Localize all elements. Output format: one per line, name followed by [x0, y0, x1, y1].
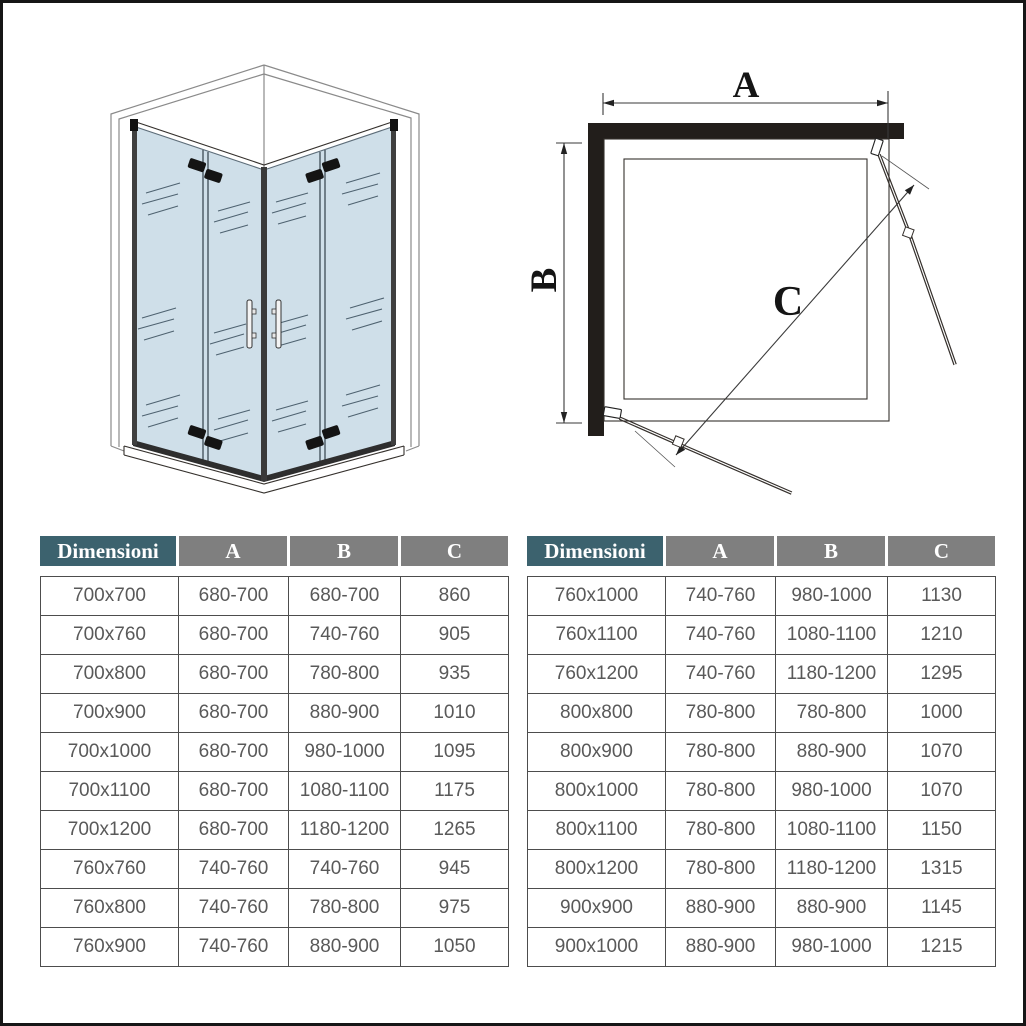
diagram-walls: [588, 123, 904, 436]
table-row: [41, 694, 509, 733]
table-row: [528, 772, 996, 811]
table-cell: 880-900: [666, 889, 776, 928]
table-cell: 1010: [401, 694, 509, 733]
table-cell: 980-1000: [289, 733, 401, 772]
table-row: [528, 694, 996, 733]
table-cell: 1000: [888, 694, 996, 733]
table-cell: 1150: [888, 811, 996, 850]
table-cell: 780-800: [666, 733, 776, 772]
table-cell: 880-900: [776, 733, 888, 772]
dimension-label-a: A: [732, 65, 760, 106]
table-cell: 700x760: [41, 616, 179, 655]
col-header-c: C: [888, 536, 995, 566]
table-cell: 780-800: [666, 811, 776, 850]
table-cell: 1070: [888, 772, 996, 811]
table-row: [528, 616, 996, 655]
table-cell: 740-760: [289, 616, 401, 655]
table-cell: 680-700: [179, 733, 289, 772]
table-cell: 800x1200: [528, 850, 666, 889]
table-cell: 1145: [888, 889, 996, 928]
table-cell: 800x1000: [528, 772, 666, 811]
table-cell: 780-800: [289, 655, 401, 694]
table-cell: 680-700: [179, 577, 289, 616]
table-row: [41, 733, 509, 772]
table-cell: 680-700: [179, 655, 289, 694]
table-cell: 1130: [888, 577, 996, 616]
table-cell: 880-900: [289, 928, 401, 967]
table-cell: 740-760: [179, 928, 289, 967]
table-cell: 680-700: [179, 811, 289, 850]
table-cell: 1095: [401, 733, 509, 772]
table-cell: 780-800: [666, 772, 776, 811]
table-cell: 700x900: [41, 694, 179, 733]
table-cell: 740-760: [666, 577, 776, 616]
table-row: [528, 655, 996, 694]
table-cell: 1265: [401, 811, 509, 850]
size-table-left-body: [40, 576, 509, 967]
table-cell: 880-900: [776, 889, 888, 928]
table-cell: 800x800: [528, 694, 666, 733]
table-cell: 1175: [401, 772, 509, 811]
dimension-b: [524, 143, 582, 423]
table-row: [528, 889, 996, 928]
table-cell: 680-700: [179, 772, 289, 811]
table-cell: 760x1100: [528, 616, 666, 655]
table-row: [528, 733, 996, 772]
table-row: [41, 655, 509, 694]
table-cell: 740-760: [179, 889, 289, 928]
table-cell: 780-800: [289, 889, 401, 928]
table-row: [528, 850, 996, 889]
open-door-bottom-left: [603, 407, 792, 495]
open-door-top-right: [871, 138, 956, 365]
table-cell: 900x900: [528, 889, 666, 928]
table-row: [41, 577, 509, 616]
table-cell: 800x900: [528, 733, 666, 772]
dimension-label-b: B: [524, 267, 565, 293]
col-header-b: B: [290, 536, 398, 566]
table-cell: 760x1200: [528, 655, 666, 694]
size-table-left: [40, 536, 508, 967]
table-cell: 1210: [888, 616, 996, 655]
table-cell: 740-760: [666, 655, 776, 694]
table-cell: 700x800: [41, 655, 179, 694]
table-cell: 980-1000: [776, 928, 888, 967]
table-cell: 740-760: [179, 850, 289, 889]
table-cell: 760x1000: [528, 577, 666, 616]
table-cell: 1180-1200: [289, 811, 401, 850]
table-cell: 1315: [888, 850, 996, 889]
size-table-right-body: [527, 576, 996, 967]
size-table-left-header: [40, 536, 508, 566]
table-cell: 1080-1100: [289, 772, 401, 811]
table-cell: 935: [401, 655, 509, 694]
table-cell: 1050: [401, 928, 509, 967]
table-cell: 880-900: [666, 928, 776, 967]
table-cell: 975: [401, 889, 509, 928]
table-row: [41, 928, 509, 967]
table-cell: 1080-1100: [776, 811, 888, 850]
table-cell: 680-700: [179, 694, 289, 733]
table-cell: 800x1100: [528, 811, 666, 850]
table-cell: 1215: [888, 928, 996, 967]
table-cell: 1080-1100: [776, 616, 888, 655]
col-header-b: B: [777, 536, 885, 566]
table-row: [528, 577, 996, 616]
table-row: [528, 811, 996, 850]
table-row: [41, 616, 509, 655]
table-cell: 760x900: [41, 928, 179, 967]
table-cell: 780-800: [776, 694, 888, 733]
dimension-label-c: C: [772, 279, 804, 325]
table-cell: 1070: [888, 733, 996, 772]
col-header-dimensioni: Dimensioni: [40, 536, 176, 566]
enclosure-outline: [604, 139, 889, 421]
table-cell: 700x700: [41, 577, 179, 616]
table-row: [528, 928, 996, 967]
size-table-right: [527, 536, 995, 967]
table-cell: 700x1100: [41, 772, 179, 811]
table-cell: 740-760: [289, 850, 401, 889]
table-row: [41, 811, 509, 850]
table-cell: 1295: [888, 655, 996, 694]
table-cell: 900x1000: [528, 928, 666, 967]
col-header-c: C: [401, 536, 508, 566]
table-row: [41, 850, 509, 889]
table-cell: 945: [401, 850, 509, 889]
dimension-c: [676, 185, 914, 455]
table-cell: 780-800: [666, 850, 776, 889]
table-cell: 780-800: [666, 694, 776, 733]
table-cell: 760x800: [41, 889, 179, 928]
table-cell: 905: [401, 616, 509, 655]
table-cell: 1180-1200: [776, 850, 888, 889]
table-cell: 680-700: [179, 616, 289, 655]
table-cell: 740-760: [666, 616, 776, 655]
table-cell: 680-700: [289, 577, 401, 616]
table-row: [41, 772, 509, 811]
col-header-a: A: [179, 536, 287, 566]
table-cell: 880-900: [289, 694, 401, 733]
table-cell: 1180-1200: [776, 655, 888, 694]
table-row: [41, 889, 509, 928]
table-cell: 700x1200: [41, 811, 179, 850]
table-cell: 760x760: [41, 850, 179, 889]
table-cell: 980-1000: [776, 772, 888, 811]
table-cell: 980-1000: [776, 577, 888, 616]
table-cell: 860: [401, 577, 509, 616]
shower-enclosure-illustration: [33, 33, 513, 513]
table-cell: 700x1000: [41, 733, 179, 772]
dimension-diagram: [516, 3, 1026, 516]
size-table-right-header: [527, 536, 995, 566]
col-header-dimensioni: Dimensioni: [527, 536, 663, 566]
col-header-a: A: [666, 536, 774, 566]
